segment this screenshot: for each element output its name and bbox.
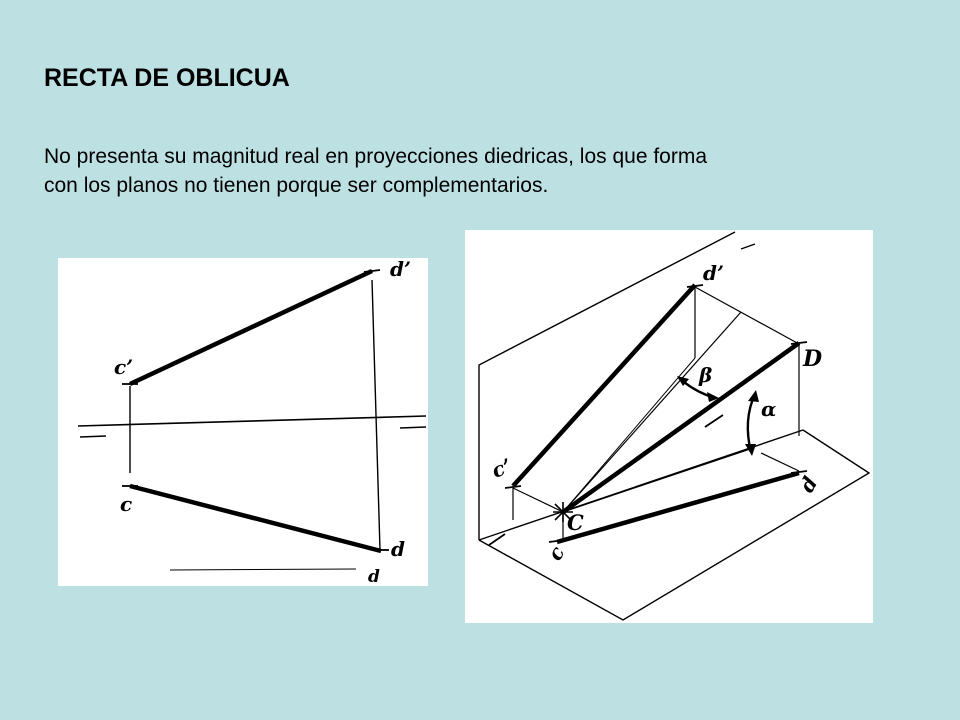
diedric-projection-diagram [58, 258, 428, 586]
label-c-prime: c’ [488, 453, 515, 483]
tick-d [791, 471, 807, 473]
slide-title: RECTA DE OBLICUA [44, 64, 290, 92]
label-D: D [803, 346, 823, 372]
segment-c-d [557, 473, 799, 542]
projector-d [761, 453, 799, 471]
alpha-angle-arc [748, 394, 755, 452]
label-c: c [542, 541, 570, 565]
vertical-plane [479, 232, 735, 540]
label-d-prime: d’ [390, 258, 411, 281]
reference-line-d [372, 280, 380, 550]
label-c-prime: c’ [114, 355, 134, 379]
tick-c-prime [505, 486, 521, 488]
segment-c-prime-d-prime [513, 285, 695, 486]
label-d: d [391, 537, 405, 561]
isometric-view-diagram [465, 230, 873, 623]
tick-d-prime [687, 285, 703, 287]
tick-D [791, 342, 807, 344]
segment-c-d [130, 486, 381, 551]
label-d-lower: d [368, 567, 380, 586]
ground-mark-mid [705, 415, 723, 427]
ground-mark-far [741, 244, 755, 249]
diedric-projection-svg [58, 258, 428, 586]
label-d-prime: d’ [703, 261, 724, 285]
segment-C-D [563, 343, 799, 512]
projector-d-prime-D [695, 287, 799, 344]
isometric-view-svg [465, 230, 873, 623]
segment-c-prime-d-prime [130, 271, 372, 384]
tick-d-prime [364, 270, 380, 272]
label-c: c [120, 492, 133, 516]
label-alpha: α [761, 397, 777, 421]
slide-description [44, 142, 924, 200]
label-C: C [567, 510, 584, 535]
label-beta: β [699, 363, 713, 387]
ground-line-mark-right [400, 427, 426, 428]
projector-c-prime-c [513, 488, 563, 512]
bottom-edge-line [170, 569, 356, 570]
alpha-arrow-start-icon [748, 390, 759, 402]
description-line-2: con los planos no tienen porque ser complementarios. [44, 174, 549, 197]
description-line-1: No presenta su magnitud real en proyecciones diedricas, los que forma [44, 145, 708, 168]
label-d: d [794, 472, 823, 497]
ground-line-mark-left [80, 436, 106, 437]
